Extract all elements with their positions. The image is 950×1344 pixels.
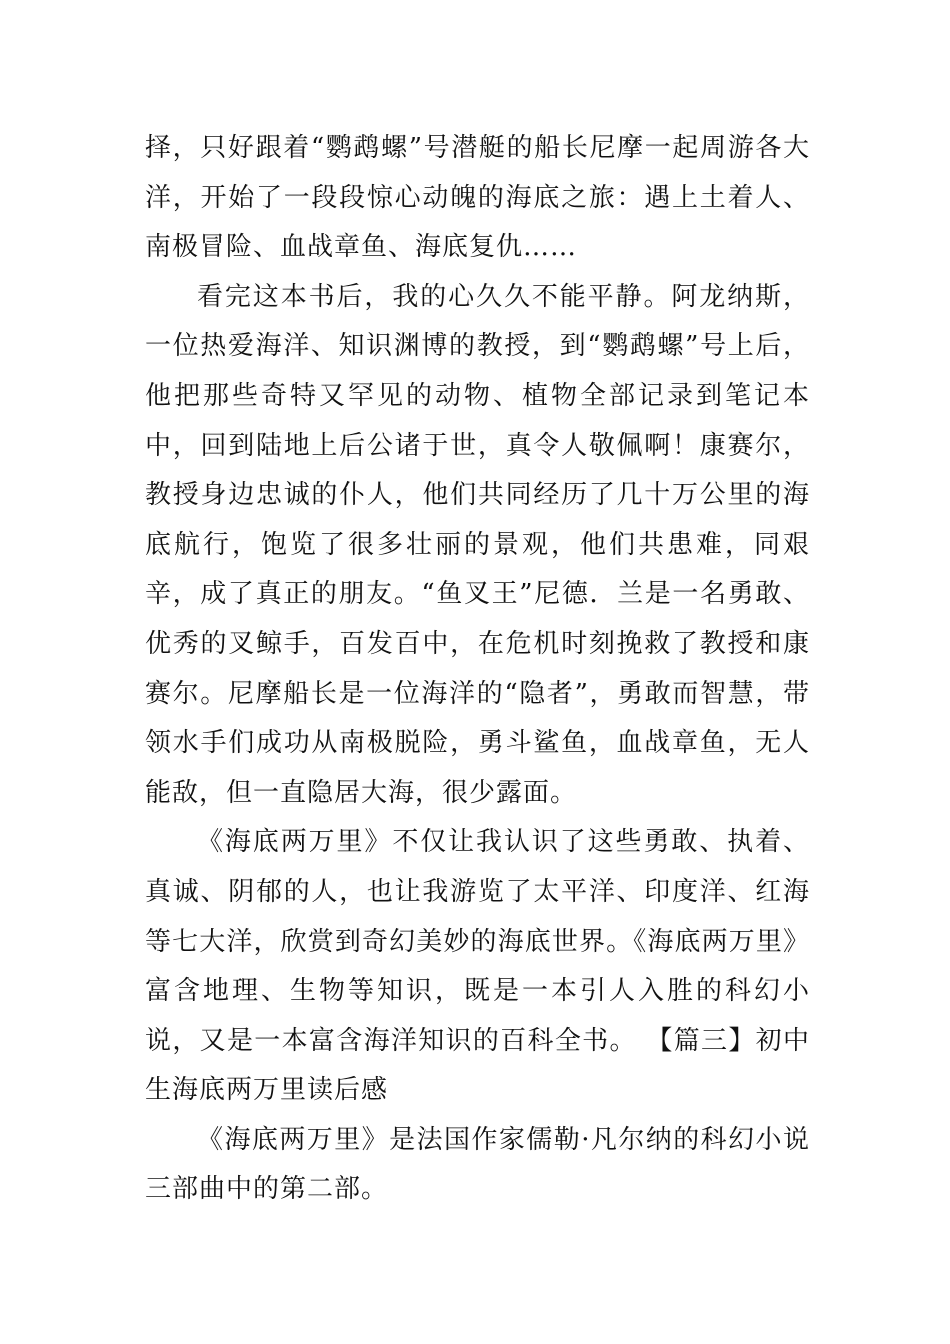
paragraph-3: 《海底两万里》不仅让我认识了这些勇敢、执着、真诚、阴郁的人，也让我游览了太平洋、印度洋、红海等七大洋，欣赏到奇幻美妙的海底世界。《海底两万里》富含地理、生物等知识，既是一本引人入胜的科幻小说，又是一本富含海洋知识的百科全书。 【篇三】初中生海底两万里读后感 xyxy=(145,827,810,1106)
paragraph-1: 择，只好跟着“鹦鹉螺”号潜艇的船长尼摩一起周游各大洋，开始了一段段惊心动魄的海底之旅：遇上土着人、南极冒险、血战章鱼、海底复仇…… xyxy=(145,133,810,263)
paragraph-2: 看完这本书后，我的心久久不能平静。阿龙纳斯，一位热爱海洋、知识渊博的教授，到“鹦鹉螺”号上后，他把那些奇特又罕见的动物、植物全部记录到笔记本中，回到陆地上后公诸于世，真令人敬佩啊！康赛尔，教授身边忠诚的仆人，他们共同经历了几十万公里的海底航行，饱览了很多壮丽的景观，他们共患难，同艰辛，成了真正的朋友。“鱼叉王”尼德．兰是一名勇敢、优秀的叉鲸手，百发百中，在危机时刻挽救了教授和康赛尔。尼摩船长是一位海洋的“隐者”，勇敢而智慧，带领水手们成功从南极脱险，勇斗鲨鱼，血战章鱼，无人能敌，但一直隐居大海，很少露面。 xyxy=(145,281,810,808)
article-body xyxy=(145,124,810,1215)
paragraph-4: 《海底两万里》是法国作家儒勒·凡尔纳的科幻小说三部曲中的第二部。 xyxy=(145,1124,810,1205)
